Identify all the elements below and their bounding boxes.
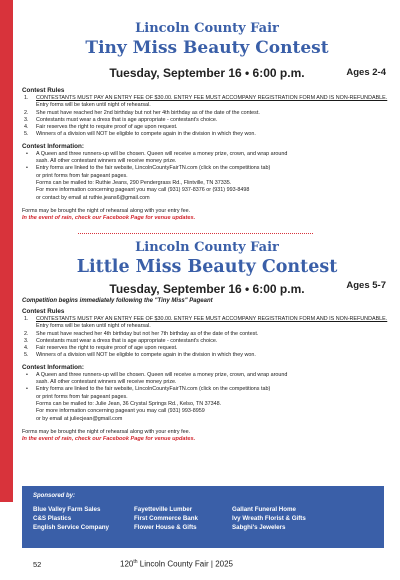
info-line: or print forms from fair pageant pages. bbox=[36, 172, 128, 179]
rule-item bbox=[22, 110, 392, 117]
rule-text: Fair reserves the right to require proof of age upon request. bbox=[36, 345, 178, 352]
rule-underlined-text: CONTESTANTS MUST PAY AN ENTRY FEE OF $30.00. ENTRY FEE MUST ACCOMPANY REGISTRATION FORM AND IS NON-REFUNDABLE. bbox=[36, 95, 388, 101]
rule-number: 4. bbox=[24, 345, 29, 352]
sponsor-column bbox=[232, 505, 306, 532]
rule-number: 1. bbox=[24, 316, 29, 322]
info-line: A Queen and three runners-up will be chosen. Queen will receive a money prize, crown, and wrap around bbox=[36, 150, 288, 157]
rule-text: Contestants must wear a dress that is age appropriate - contestant's choice. bbox=[36, 116, 218, 123]
footer-ordinal-number: 120 bbox=[120, 559, 134, 569]
info-item bbox=[22, 165, 392, 201]
rule-text: Entry forms will be taken until night of rehearsal. bbox=[36, 102, 151, 109]
rule-text: Winners of a division will NOT be eligible to compete again in the division in which they won. bbox=[36, 352, 256, 359]
bullet-glyph: • bbox=[26, 371, 28, 378]
rule-item bbox=[22, 331, 392, 338]
rule-number: 1. bbox=[24, 95, 29, 101]
info-heading: Contest Information: bbox=[22, 363, 84, 371]
event-date bbox=[22, 281, 392, 297]
sponsor-name: Ivy Wreath Florist & Gifts bbox=[232, 515, 306, 522]
rule-item bbox=[22, 345, 392, 352]
event-date bbox=[22, 65, 392, 81]
info-line: Entry forms are linked to the fair website, LincolnCountyFairTN.com (click on the competitions tab) bbox=[36, 165, 271, 172]
info-item bbox=[22, 151, 392, 166]
info-line: or print forms from fair pageant pages. bbox=[36, 393, 128, 400]
age-range: Ages 2-4 bbox=[346, 67, 386, 78]
rule-item bbox=[22, 95, 392, 110]
sponsor-column bbox=[134, 505, 198, 532]
fair-title: Lincoln County Fair bbox=[135, 21, 279, 36]
sponsors-title: Sponsored by: bbox=[33, 493, 76, 499]
rule-text: Fair reserves the right to require proof of age upon request. bbox=[36, 124, 178, 131]
rule-text: Entry forms will be taken until night of rehearsal. bbox=[36, 323, 151, 330]
info-list bbox=[22, 372, 392, 423]
rule-item bbox=[22, 124, 392, 131]
sponsor-name: Gallant Funeral Home bbox=[232, 506, 296, 513]
sponsors-box bbox=[22, 486, 384, 548]
info-line: or by email at juliecjean@gmail.com bbox=[36, 415, 123, 422]
forms-note: Forms may be brought the night of rehearsal along with your entry fee. bbox=[22, 428, 191, 435]
bullet-glyph: • bbox=[26, 386, 28, 393]
footer-title bbox=[120, 559, 233, 569]
little-miss-section bbox=[22, 241, 392, 443]
event-date-text: Tuesday, September 16 • 6:00 p.m. bbox=[109, 66, 305, 80]
bullet-glyph: • bbox=[26, 150, 28, 157]
info-line: sash. All other contestant winners will receive money prize. bbox=[36, 158, 177, 165]
info-line: sash. All other contestant winners will receive money prize. bbox=[36, 379, 177, 386]
rule-item bbox=[22, 316, 392, 331]
rule-text: Winners of a division will NOT be eligible to compete again in the division in which they won. bbox=[36, 131, 256, 138]
page-number: 52 bbox=[33, 560, 42, 569]
rule-item bbox=[22, 338, 392, 345]
sponsor-name: Blue Valley Farm Sales bbox=[33, 506, 101, 513]
rules-list bbox=[22, 316, 392, 360]
info-heading: Contest Information: bbox=[22, 142, 84, 150]
info-item bbox=[22, 386, 392, 422]
rule-number: 2. bbox=[24, 330, 29, 337]
rule-text: She must have reached her 2nd birthday but not her 4th birthday as of the date of the contest. bbox=[36, 109, 260, 116]
age-range: Ages 5-7 bbox=[346, 280, 386, 291]
rules-list bbox=[22, 95, 392, 139]
sponsor-column bbox=[33, 505, 109, 532]
footer-ordinal-suffix: th bbox=[133, 559, 138, 565]
rule-item bbox=[22, 352, 392, 359]
rain-note: In the event of rain, check our Facebook Page for venue updates. bbox=[22, 436, 196, 443]
rule-number: 5. bbox=[24, 352, 29, 359]
info-line: A Queen and three runners-up will be chosen. Queen will receive a money prize, crown, and wrap around bbox=[36, 371, 288, 378]
rule-text: She must have reached her 4th birthday but not her 7th birthday as of the date of the contest. bbox=[36, 330, 259, 337]
info-line: Forms can be mailed to: Ruthie Jeans, 290 Pendergrass Rd., Flintville, TN 37335. bbox=[36, 179, 232, 186]
rule-item bbox=[22, 131, 392, 138]
contest-title: Tiny Miss Beauty Contest bbox=[85, 38, 329, 58]
info-line: Entry forms are linked to the fair website, LincolnCountyFairTN.com (click on the competitions tab) bbox=[36, 386, 271, 393]
sponsor-name: Sabghi's Jewelers bbox=[232, 524, 286, 531]
rain-note: In the event of rain, check our Facebook Page for venue updates. bbox=[22, 215, 196, 222]
section-divider bbox=[78, 233, 313, 234]
info-list bbox=[22, 151, 392, 202]
sponsor-name: English Service Company bbox=[33, 524, 109, 531]
info-line: For more information concerning pageant you may call (931) 993-8959 bbox=[36, 408, 205, 415]
rules-heading: Contest Rules bbox=[22, 87, 65, 94]
rule-number: 3. bbox=[24, 337, 29, 344]
event-date-text: Tuesday, September 16 • 6:00 p.m. bbox=[109, 282, 305, 296]
rule-number: 4. bbox=[24, 124, 29, 131]
competition-subnote: Competition begins immediately following the "Tiny Miss" Pageant bbox=[22, 298, 213, 304]
sponsor-name: C&S Plastics bbox=[33, 515, 72, 522]
rule-number: 5. bbox=[24, 131, 29, 138]
fair-title: Lincoln County Fair bbox=[135, 240, 279, 255]
info-line: Forms can be mailed to: Julie Jean, 36 Crystal Springs Rd., Kelso, TN 37348. bbox=[36, 400, 222, 407]
forms-note: Forms may be brought the night of rehearsal along with your entry fee. bbox=[22, 207, 191, 214]
rule-number: 3. bbox=[24, 116, 29, 123]
rule-number: 2. bbox=[24, 109, 29, 116]
left-red-bar bbox=[0, 0, 13, 502]
contest-title: Little Miss Beauty Contest bbox=[76, 257, 338, 277]
footer-title-rest: Lincoln County Fair | 2025 bbox=[137, 559, 233, 569]
info-line: For more information concerning pageant you may call (931) 937-8376 or (931) 993-8498 bbox=[36, 187, 250, 194]
info-line: or contact by email at ruthie.jeans6@gmail.com bbox=[36, 194, 150, 201]
bullet-glyph: • bbox=[26, 165, 28, 172]
rule-text: Contestants must wear a dress that is age appropriate - contestant's choice. bbox=[36, 337, 218, 344]
sponsor-name: Flower House & Gifts bbox=[134, 524, 197, 531]
info-item bbox=[22, 372, 392, 387]
tiny-miss-section bbox=[22, 22, 392, 222]
rule-item bbox=[22, 117, 392, 124]
rule-underlined-text: CONTESTANTS MUST PAY AN ENTRY FEE OF $30.00. ENTRY FEE MUST ACCOMPANY REGISTRATION FORM AND IS NON-REFUNDABLE. bbox=[36, 316, 388, 322]
sponsor-name: First Commerce Bank bbox=[134, 515, 198, 522]
sponsor-name: Fayetteville Lumber bbox=[134, 506, 193, 513]
rules-heading: Contest Rules bbox=[22, 308, 65, 315]
